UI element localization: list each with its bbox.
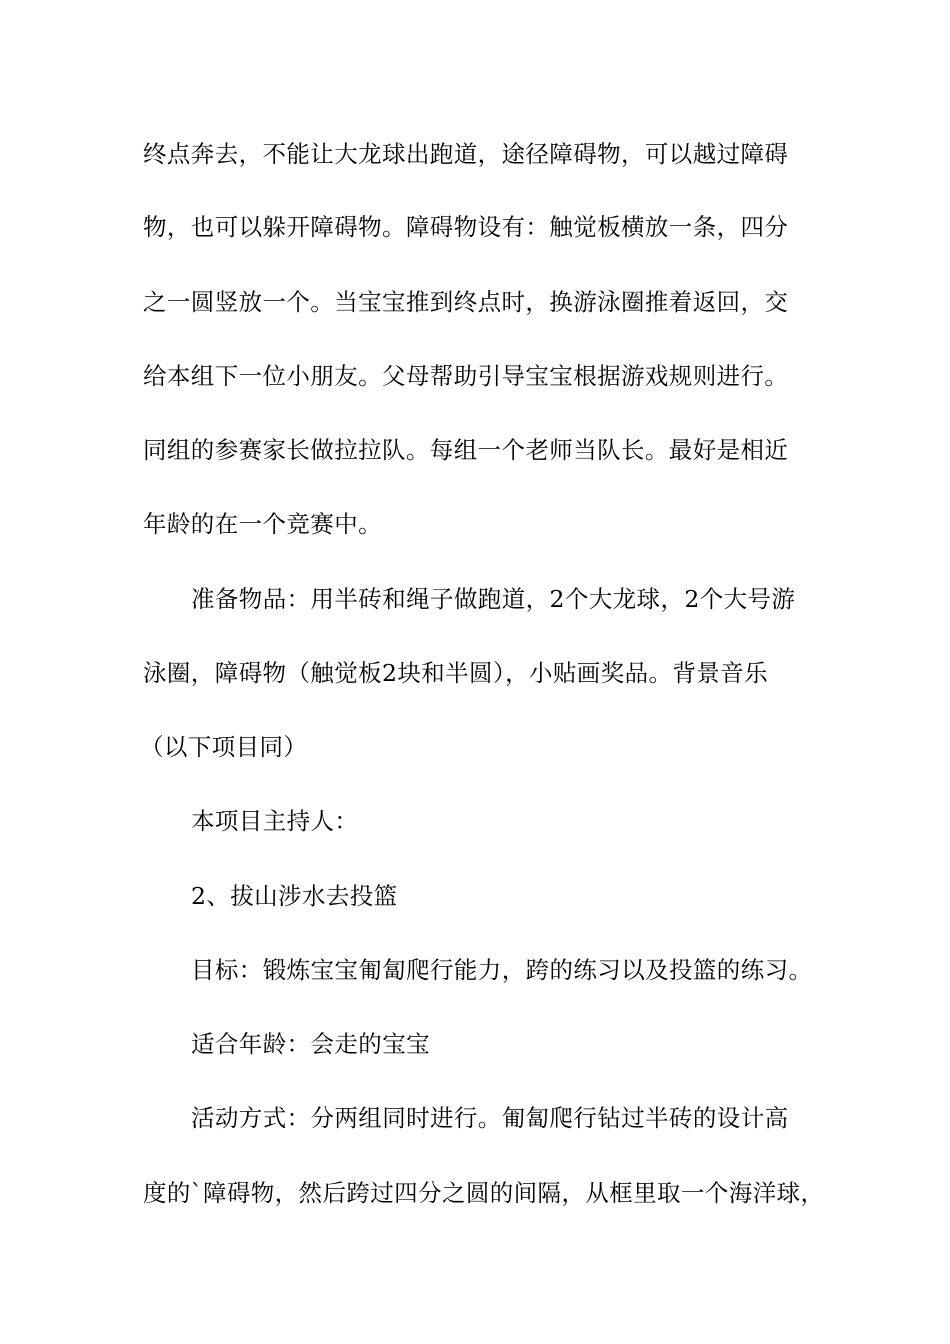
text-line: 泳圈，障碍物（触觉板2块和半圆），小贴画奖品。背景音乐 [143, 659, 769, 687]
paragraph-first-line: 活动方式：分两组同时进行。匍匐爬行钻过半砖的设计高 [191, 1104, 789, 1132]
text-line: 同组的参赛家长做拉拉队。每组一个老师当队长。最好是相近 [143, 436, 789, 464]
goal-line: 目标：锻炼宝宝匍匐爬行能力，跨的练习以及投篮的练习。 [191, 956, 813, 984]
paragraph-first-line: 准备物品：用半砖和绳子做跑道，2个大龙球，2个大号游 [191, 585, 796, 613]
text-line: 之一圆竖放一个。当宝宝推到终点时，换游泳圈推着返回，交 [143, 288, 789, 316]
text-line: 年龄的在一个竞赛中。 [143, 510, 382, 538]
section-heading: 2、拔山涉水去投篮 [191, 882, 398, 910]
text-line: （以下项目同） [140, 733, 308, 761]
text-line: 给本组下一位小朋友。父母帮助引导宝宝根据游戏规则进行。 [143, 362, 789, 390]
text-line: 度的`障碍物，然后跨过四分之圆的间隔，从框里取一个海洋球， [143, 1179, 825, 1207]
age-line: 适合年龄：会走的宝宝 [191, 1030, 430, 1058]
host-label: 本项目主持人： [191, 807, 359, 835]
text-line: 物，也可以躲开障碍物。障碍物设有：触觉板横放一条，四分 [143, 213, 789, 241]
text-line: 终点奔去，不能让大龙球出跑道，途径障碍物，可以越过障碍 [143, 140, 789, 168]
